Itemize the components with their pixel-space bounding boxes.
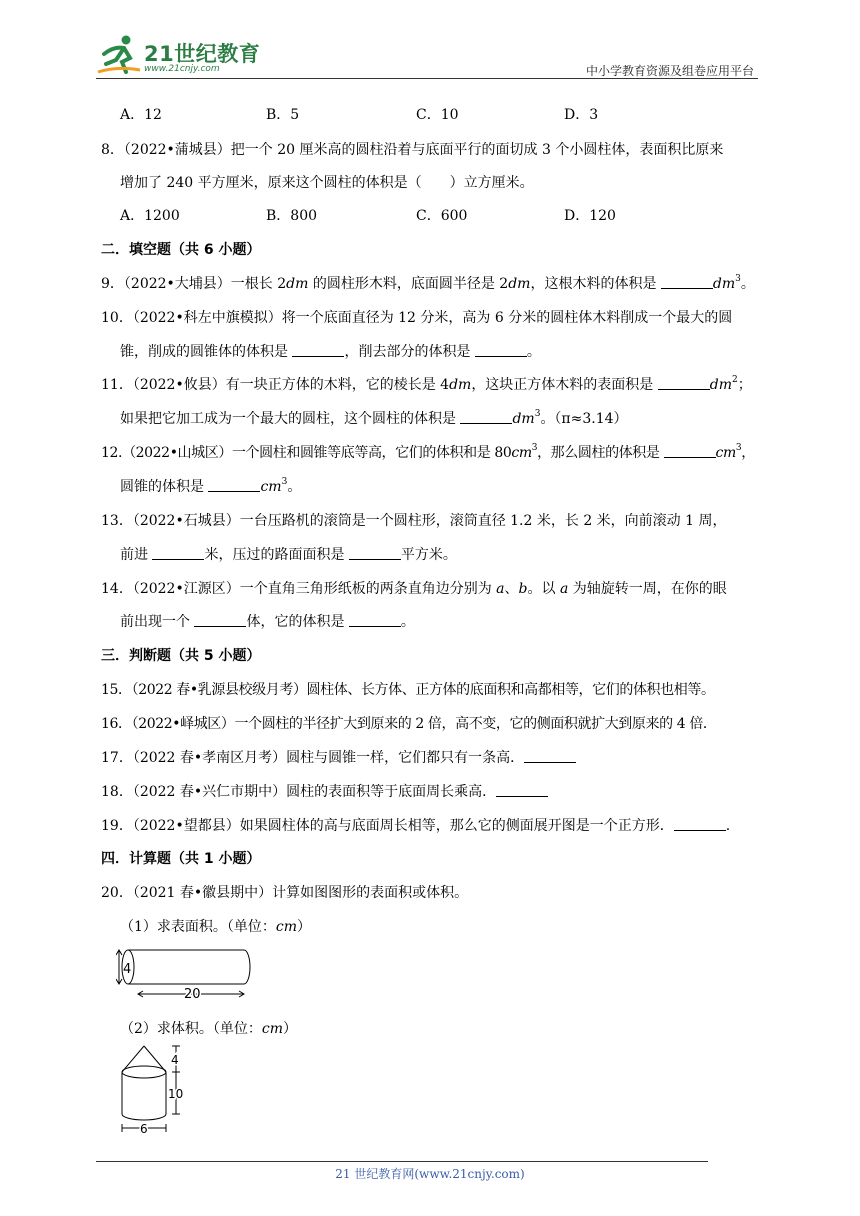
q8-line1: 8．（2022•蒲城县）把一个 20 厘米高的圆柱沿着与底面平行的面切成 3 个小圆柱体，表面积比原来 xyxy=(101,142,724,158)
answer-blank[interactable] xyxy=(292,342,344,357)
q13-line1: 13．（2022•石城县）一台压路机的滚筒是一个圆柱形，滚筒直径 1.2 米，长 2 米，向前滚动 1 周， xyxy=(101,513,727,529)
answer-blank[interactable] xyxy=(475,342,527,357)
q8-option-a: A．1200 xyxy=(120,208,180,224)
answer-blank[interactable] xyxy=(194,612,246,627)
q16: 16．（2022•峄城区）一个圆柱的半径扩大到原来的 2 倍，高不变，它的侧面积就扩大到原来的 4 倍． xyxy=(101,716,717,732)
q7-option-c: C．10 xyxy=(416,107,459,123)
answer-blank[interactable] xyxy=(524,748,576,763)
dim-cylinder-height-label: 10 xyxy=(168,1087,184,1101)
dim-diameter-label: 6 xyxy=(140,1122,148,1136)
q12-line2: 圆锥的体积是 $cm^3$。 xyxy=(120,477,302,495)
dim-cone-height-label: 4 xyxy=(171,1053,179,1067)
section-heading-true-false: 三．判断题（共 5 小题） xyxy=(101,648,261,664)
header xyxy=(96,32,758,80)
q7-option-b: B．5 xyxy=(266,107,300,123)
answer-blank[interactable] xyxy=(460,409,512,424)
logo-text: 21世纪教育 xyxy=(144,42,261,66)
section-heading-fill-blank: 二．填空题（共 6 小题） xyxy=(101,242,261,258)
answer-blank[interactable] xyxy=(349,545,401,560)
answer-blank[interactable] xyxy=(674,816,726,831)
answer-blank[interactable] xyxy=(661,274,713,289)
answer-blank[interactable] xyxy=(658,375,710,390)
logo-url: www.21cnjy.com xyxy=(144,64,220,74)
q19: 19．（2022•望都县）如果圆柱体的高与底面周长相等，那么它的侧面展开图是一个正方形． . xyxy=(101,818,731,834)
q8-option-b: B．800 xyxy=(266,208,318,224)
answer-blank[interactable] xyxy=(349,612,401,627)
q7-option-a: A．12 xyxy=(120,107,162,123)
figure-cylinder-horizontal xyxy=(116,946,256,1004)
q10-line1: 10．（2022•科左中旗模拟）将一个底面直径为 12 分米，高为 6 分米的圆柱体木料削成一个最大的圆 xyxy=(101,310,733,326)
answer-blank[interactable] xyxy=(208,477,260,492)
dim-height-label: 4 xyxy=(123,962,132,977)
answer-blank[interactable] xyxy=(152,545,204,560)
footer-text[interactable]: 21 世纪教育网(www.21cnjy.com) xyxy=(335,1167,525,1181)
answer-blank[interactable] xyxy=(496,782,548,797)
q17: 17．（2022 春•孝南区月考）圆柱与圆锥一样，它们都只有一条高． xyxy=(101,748,576,768)
q14-line1: 14．（2022•江源区）一个直角三角形纸板的两条直角边分别为 a、b。以 a 为轴旋转一周，在你的眼 xyxy=(101,581,727,597)
q8-line2: 增加了 240 平方厘米，原来这个圆柱的体积是（ ）立方厘米。 xyxy=(120,175,534,191)
q9: 9．（2022•大埔县）一根长 2dm 的圆柱形木料，底面圆半径是 2dm，这根木料的体积是 $dm^3$。 xyxy=(101,274,755,292)
q7-option-d: D．3 xyxy=(564,107,599,123)
q12-line1: 12.（2022•山城区）一个圆柱和圆锥等底等高，它们的体积和是 $80cm^3$，那么圆柱的体积是 $cm^3$， xyxy=(101,443,755,461)
dim-length-label: 20 xyxy=(184,987,201,1002)
q13-line2: 前进 米，压过的路面面积是 平方米。 xyxy=(120,547,457,563)
q20: 20．（2021 春•徽县期中）计算如图图形的表面积或体积。 xyxy=(101,885,469,901)
answer-blank[interactable] xyxy=(664,443,716,458)
figure-cone-on-cylinder xyxy=(116,1044,192,1136)
q18: 18．（2022 春•兴仁市期中）圆柱的表面积等于底面周长乘高． xyxy=(101,782,548,802)
q8-option-d: D．120 xyxy=(564,208,616,224)
q14-line2: 前出现一个 体，它的体积是 。 xyxy=(120,614,415,630)
q8-option-c: C．600 xyxy=(416,208,468,224)
footer-divider xyxy=(96,1161,708,1162)
q10-line2: 锥，削成的圆锥体的体积是 ，削去部分的体积是 。 xyxy=(120,344,541,360)
header-divider xyxy=(96,78,758,79)
q11-line2: 如果把它加工成为一个最大的圆柱，这个圆柱的体积是 $dm^3$。（π≈3.14） xyxy=(120,409,628,427)
q20-part2: （2）求体积。（单位：cm） xyxy=(120,1021,298,1037)
header-platform-text: 中小学教育资源及组卷应用平台 xyxy=(585,64,754,78)
q20-part1: （1）求表面积。（单位：cm） xyxy=(120,919,312,935)
site-logo[interactable] xyxy=(96,32,266,78)
section-heading-calculation: 四．计算题（共 1 小题） xyxy=(101,851,261,867)
q15: 15．（2022 春•乳源县校级月考）圆柱体、长方体、正方体的底面积和高都相等，它们的体积也相等。 xyxy=(101,682,715,698)
q11-line1: 11．（2022•攸县）有一块正方体的木料，它的棱长是 4dm，这块正方体木料的表面积是 $dm^2$； xyxy=(101,375,752,393)
runner-icon xyxy=(96,32,142,78)
